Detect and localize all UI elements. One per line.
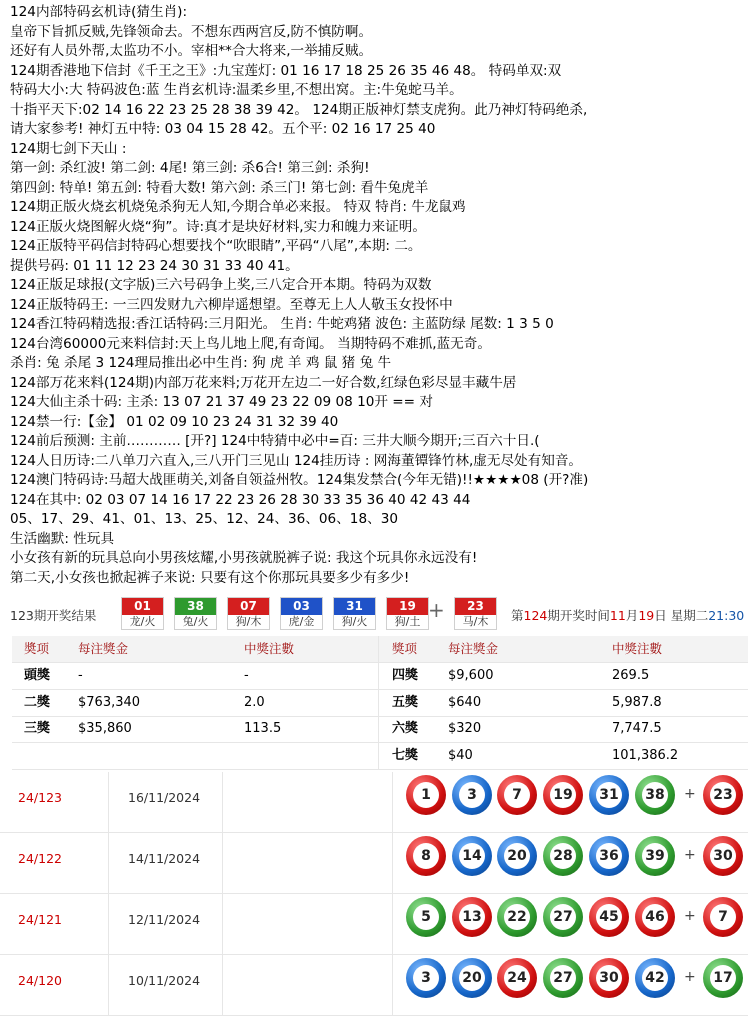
draw-ball-zodiac: 兔/火 [182, 615, 209, 628]
ball-number: 3 [459, 782, 485, 808]
lottery-ball [497, 836, 537, 876]
text-line: 124香江特码精选报:香江话特码:三月阳光。 生肖: 牛蛇鸡猪 波色: 主蓝防绿 尾数: 1 3 5 0 [10, 316, 554, 332]
lottery-ball [543, 897, 583, 937]
lottery-ball [589, 897, 629, 937]
text-line: 124前后预测: 主前………… [开?] 124中特猜中必中=百: 三井大顺今期开;三百六十日.( [10, 433, 540, 449]
ball-number: 1 [413, 782, 439, 808]
next-draw-mid: 期开奖时间 [547, 608, 610, 623]
next-draw-month: 11 [609, 608, 626, 623]
text-line: 特码大小:大 特码波色:蓝 生肖玄机诗:温柔乡里,不想出窝。主:牛兔蛇马羊。 [10, 82, 463, 98]
plus-sign: + [428, 598, 445, 622]
draw-ball-number: 19 [387, 598, 428, 615]
prize-count: 269.5 [612, 668, 650, 683]
draw-history [0, 772, 748, 1013]
prize-row [12, 690, 748, 717]
draw-ball-zodiac: 狗/木 [235, 615, 262, 628]
lottery-ball [635, 958, 675, 998]
ball-number: 22 [504, 904, 530, 930]
ball-number: 5 [413, 904, 439, 930]
text-line: 第一剑: 杀红波! 第二剑: 4尾! 第三剑: 杀6合! 第三剑: 杀狗! [10, 160, 370, 176]
history-divider [108, 955, 109, 1015]
text-line: 皇帝下旨抓反贼,先锋领命去。不想东西两宫反,防不慎防啊。 [10, 23, 373, 40]
header-amount-right: 每注獎金 [448, 641, 499, 656]
text-line: 124部万花来料(124期)内部万花来料;万花开左边二一好合数,红绿色彩尽显丰藏牛居 [10, 374, 517, 391]
ball-number: 20 [459, 965, 485, 991]
lottery-ball [452, 897, 492, 937]
draw-ball-number: 07 [228, 598, 269, 615]
draw-ball-number: 38 [175, 598, 216, 615]
prize-table [0, 636, 748, 770]
ball-number: 30 [596, 965, 622, 991]
history-row[interactable] [0, 955, 748, 1016]
lottery-ball [497, 958, 537, 998]
text-line: 124期香港地下信封《千王之王》:九宝莲灯: 01 16 17 18 25 26 35 46 48。 特码单双:双 [10, 62, 562, 79]
text-line: 124内部特码玄机诗(猜生肖): [10, 4, 188, 20]
history-row[interactable] [0, 894, 748, 955]
ball-number: 8 [413, 843, 439, 869]
prize-level: 二獎 [24, 694, 51, 710]
lottery-ball [497, 775, 537, 815]
plus-sign: + [684, 908, 696, 924]
text-line: 提供号码: 01 11 12 23 24 30 31 33 40 41。 [10, 257, 299, 274]
history-date: 12/11/2024 [128, 912, 201, 927]
prize-level: 三獎 [24, 721, 51, 736]
prize-count: 113.5 [244, 721, 282, 736]
draw-ball-box [174, 597, 217, 630]
draw-ball-box [333, 597, 376, 630]
text-line: 十指平天下:02 14 16 22 23 25 28 38 39 42。 124期正版神灯禁支虎狗。此乃神灯特码绝杀, [10, 101, 588, 118]
header-amount: 每注獎金 [78, 641, 129, 656]
draw-result-label: 123期开奖结果 [10, 608, 97, 623]
ball-number: 17 [710, 965, 736, 991]
text-line: 124正版火烧图解火烧“狗”。诗:真才是块好材料,实力和魄力来证明。 [10, 218, 426, 235]
special-zodiac: 马/木 [462, 615, 489, 628]
history-divider [222, 955, 223, 1015]
special-number: 23 [455, 598, 496, 615]
next-draw-prefix: 第 [511, 608, 524, 623]
special-ball [703, 897, 743, 937]
draw-ball-box [227, 597, 270, 630]
special-ball [703, 775, 743, 815]
text-line: 请大家参考! 神灯五中特: 03 04 15 28 42。五个平: 02 16 17 25 40 [10, 121, 436, 137]
draw-ball-number: 01 [122, 598, 163, 615]
text-line: 124禁一行:【金】 01 02 09 10 23 24 31 32 39 40 [10, 413, 339, 430]
ball-number: 27 [550, 965, 576, 991]
ball-number: 24 [504, 965, 530, 991]
ball-number: 7 [710, 904, 736, 930]
prize-amount: $763,340 [78, 694, 141, 710]
text-line: 124期正版火烧玄机烧兔杀狗无人知,今期合单必来报。 特双 特肖: 牛龙鼠鸡 [10, 199, 466, 215]
header-count: 中獎注數 [244, 641, 295, 656]
ball-number: 7 [504, 782, 530, 808]
draw-ball-zodiac: 狗/土 [394, 615, 421, 628]
history-divider [108, 772, 109, 832]
ball-number: 30 [710, 843, 736, 869]
next-draw-day: 19 [638, 608, 655, 623]
history-divider [108, 833, 109, 893]
text-line: 124人日历诗:二八单刀六直入,三八开门三见山 124挂历诗 : 网海董镡锋竹林,虚无尽处有知音。 [10, 452, 583, 469]
lottery-ball [406, 958, 446, 998]
next-draw-month-unit: 月 [625, 608, 639, 623]
text-line: 124正版足球报(文字版)三六号码争上奖,三八定合开本期。特码为双数 [10, 277, 432, 293]
ball-number: 31 [596, 782, 622, 808]
text-line: 124在其中: 02 03 07 14 16 17 22 23 26 28 30 33 35 36 40 42 43 44 [10, 491, 471, 508]
next-draw-weekday: 星期二 [670, 608, 709, 623]
ball-number: 36 [596, 843, 622, 869]
lottery-ball [452, 958, 492, 998]
lottery-ball [406, 775, 446, 815]
history-divider [392, 955, 393, 1015]
ball-number: 27 [550, 904, 576, 930]
next-draw-time: 21:30 [708, 608, 745, 623]
lottery-ball [406, 836, 446, 876]
ball-number: 42 [642, 965, 668, 991]
prize-row [12, 663, 748, 690]
ball-number: 38 [642, 782, 668, 808]
ball-number: 45 [596, 904, 622, 930]
ball-number: 20 [504, 843, 530, 869]
text-line: 杀肖: 兔 杀尾 3 124理局推出必中生肖: 狗 虎 羊 鸡 鼠 猪 兔 牛 [10, 355, 392, 371]
prize-amount: $320 [448, 721, 482, 736]
history-period: 24/123 [18, 790, 62, 805]
ball-number: 23 [710, 782, 736, 808]
text-line: 第二天,小女孩也掀起裤子来说: 只要有这个你那玩具要多少有多少! [10, 569, 410, 586]
prize-count: - [244, 668, 249, 683]
history-date: 14/11/2024 [128, 851, 201, 866]
prize-level: 四獎 [392, 668, 419, 683]
text-line: 生活幽默: 性玩具 [10, 530, 115, 547]
prize-amount: $640 [448, 694, 482, 710]
text-line: 124台湾60000元来料信封:天上鸟儿地上爬,有奇闻。 当期特码不难抓,蓝无奇。 [10, 335, 491, 352]
lottery-ball [589, 775, 629, 815]
prize-count: 2.0 [244, 694, 265, 710]
lottery-ball [452, 775, 492, 815]
header-count-right: 中獎注數 [612, 641, 663, 656]
header-level: 奬项 [24, 641, 50, 656]
history-divider [392, 833, 393, 893]
lottery-ball [543, 836, 583, 876]
special-ball [703, 836, 743, 876]
history-divider [392, 772, 393, 832]
prize-row [12, 716, 748, 743]
text-line: 124期七剑下天山 : [10, 140, 127, 157]
ball-number: 14 [459, 843, 485, 869]
lottery-ball [635, 836, 675, 876]
lottery-ball [543, 775, 583, 815]
draw-ball-box [280, 597, 323, 630]
prize-level: 五獎 [392, 694, 419, 710]
ball-number: 19 [550, 782, 576, 808]
history-divider [222, 833, 223, 893]
lottery-ball [497, 897, 537, 937]
draw-ball-number: 03 [281, 598, 322, 615]
draw-result-bar [0, 594, 748, 634]
ball-number: 28 [550, 843, 576, 869]
history-divider [222, 772, 223, 832]
history-divider [108, 894, 109, 954]
history-row[interactable] [0, 833, 748, 894]
prize-count: 7,747.5 [612, 721, 662, 736]
header-level-right: 獎项 [392, 641, 418, 656]
next-draw-day-unit: 日 [654, 608, 667, 623]
special-number-box [454, 597, 497, 630]
plus-sign: + [684, 786, 696, 802]
special-ball [703, 958, 743, 998]
prize-amount: $9,600 [448, 668, 494, 683]
prize-table-header [12, 636, 748, 663]
ball-number: 13 [459, 904, 485, 930]
prize-amount: - [78, 668, 83, 683]
prize-level: 頭獎 [24, 668, 51, 683]
lottery-ball [635, 897, 675, 937]
lottery-ball [635, 775, 675, 815]
history-row[interactable] [0, 772, 748, 833]
history-period: 24/122 [18, 851, 62, 866]
text-line: 124大仙主杀十码: 主杀: 13 07 21 37 49 23 22 09 08 10开 == 对 [10, 394, 433, 410]
text-line: 124澳门特码诗:马超大战匪萌关,刘备自领益州牧。124集发禁合(今年无错)!!★★★★08 (开?准) [10, 472, 589, 488]
history-period: 24/120 [18, 973, 62, 988]
prize-table-divider [378, 636, 379, 769]
history-date: 10/11/2024 [128, 973, 201, 988]
prize-row [12, 743, 748, 770]
next-draw-period: 124 [523, 608, 548, 623]
text-line: 还好有人员外帮,太监功不小。宰相**合大将来,一举捕反贼。 [10, 43, 373, 59]
lottery-ball [589, 958, 629, 998]
text-line: 第四剑: 特单! 第五剑: 特看大数! 第六剑: 杀三门! 第七剑: 看牛兔虎羊 [10, 179, 429, 196]
ball-number: 39 [642, 843, 668, 869]
text-line: 124正版特码王: 一三四发财九六柳岸遥想望。至尊无上人人敬玉女投怀中 [10, 296, 453, 313]
next-draw-info [511, 606, 744, 624]
text-line: 05、17、29、41、01、13、25、12、24、36、06、18、30 [10, 511, 398, 527]
lottery-ball [406, 897, 446, 937]
prize-level: 七獎 [392, 747, 419, 763]
prize-count: 101,386.2 [612, 747, 679, 763]
history-period: 24/121 [18, 912, 62, 927]
plus-sign: + [684, 847, 696, 863]
history-date: 16/11/2024 [128, 790, 201, 805]
draw-ball-box [121, 597, 164, 630]
draw-ball-box [386, 597, 429, 630]
history-divider [222, 894, 223, 954]
draw-ball-zodiac: 虎/金 [288, 615, 315, 628]
draw-ball-zodiac: 狗/火 [341, 615, 368, 628]
draw-ball-zodiac: 龙/火 [129, 615, 156, 628]
plus-sign: + [684, 969, 696, 985]
lottery-ball [452, 836, 492, 876]
lottery-ball [589, 836, 629, 876]
prize-count: 5,987.8 [612, 694, 662, 710]
history-divider [392, 894, 393, 954]
prize-amount: $35,860 [78, 721, 132, 736]
prize-level: 六獎 [392, 721, 419, 736]
ball-number: 46 [642, 904, 668, 930]
prize-amount: $40 [448, 747, 473, 763]
text-line: 124正版特平码信封特码心想要找个“吹眼睛”,平码“八尾”,本期: 二。 [10, 238, 422, 254]
draw-ball-number: 31 [334, 598, 375, 615]
ball-number: 3 [413, 965, 439, 991]
lottery-ball [543, 958, 583, 998]
text-line: 小女孩有新的玩具总向小男孩炫耀,小男孩就脱裤子说: 我这个玩具你永远没有! [10, 550, 478, 566]
